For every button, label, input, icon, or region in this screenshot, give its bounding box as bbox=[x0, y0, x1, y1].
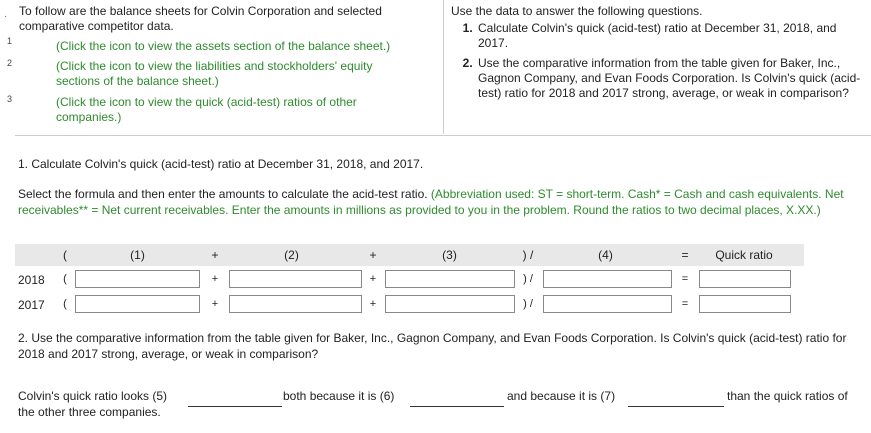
column-divider bbox=[443, 0, 444, 134]
section-divider bbox=[15, 135, 871, 136]
plus-sign: + bbox=[211, 248, 219, 262]
question-2: 2. Use the comparative information from the table given for Baker, Inc., Gagnon Company, and Evan Foods Corporation. Is Colvin's quick (acid-test) ratio for 2018 and 2017 strong, average, or weak in comparison? bbox=[476, 56, 861, 101]
answer-text-tail: than the quick ratios of bbox=[727, 389, 848, 403]
formula-select-4[interactable]: (4) bbox=[598, 248, 613, 262]
quick-ratio-2017[interactable] bbox=[699, 295, 791, 313]
link-number-2: 2 bbox=[7, 58, 13, 68]
amount-2017-2[interactable] bbox=[229, 295, 362, 313]
formula-select-3[interactable]: (3) bbox=[442, 248, 457, 262]
answer-select-6[interactable] bbox=[410, 390, 504, 407]
plus-sign: + bbox=[369, 248, 377, 262]
answer-select-7[interactable] bbox=[628, 390, 724, 407]
row-open-paren: ( bbox=[63, 298, 67, 310]
answer-text-7: and because it is (7) bbox=[507, 389, 616, 403]
close-divide: ) / bbox=[523, 298, 533, 310]
row-open-paren: ( bbox=[63, 273, 67, 285]
plus-sign: + bbox=[211, 273, 219, 285]
intro-text: To follow are the balance sheets for Colvin Corporation and selected comparative competitor data. bbox=[19, 4, 382, 33]
answer-text-5: Colvin's quick ratio looks (5) bbox=[18, 389, 168, 403]
amount-2017-4[interactable] bbox=[543, 295, 672, 313]
plus-sign: + bbox=[369, 298, 377, 310]
close-divide: ) / bbox=[522, 248, 534, 262]
open-paren: ( bbox=[63, 248, 67, 262]
amount-2018-2[interactable] bbox=[229, 270, 362, 288]
amount-2017-3[interactable] bbox=[385, 295, 515, 313]
link-number-3: 3 bbox=[7, 94, 13, 104]
amount-2018-1[interactable] bbox=[75, 270, 200, 288]
part2-title: 2. Use the comparative information from the table given for Baker, Inc., Gagnon Company, and Evan Foods Corporation. Is Colvin's quick (acid-test) ratio for 2018 and 2017 strong, average, or weak in comparison? bbox=[18, 331, 847, 361]
equals-sign: = bbox=[681, 273, 689, 285]
formula-select-1[interactable]: (1) bbox=[130, 248, 145, 262]
amount-2018-3[interactable] bbox=[385, 270, 515, 288]
formula-select-2[interactable]: (2) bbox=[284, 248, 299, 262]
equals-sign: = bbox=[681, 298, 689, 310]
amount-2017-1[interactable] bbox=[75, 295, 200, 313]
answer-select-5[interactable] bbox=[188, 390, 282, 407]
part1-instructions bbox=[18, 186, 863, 218]
quick-ratio-header: Quick ratio bbox=[715, 248, 773, 262]
year-2018-label: 2018 bbox=[18, 273, 45, 287]
ratios-link[interactable]: (Click the icon to view the quick (acid-test) ratios of other companies.) bbox=[56, 95, 357, 124]
answer-text-end: the other three companies. bbox=[18, 405, 161, 419]
equals-sign: = bbox=[681, 248, 689, 262]
assets-link[interactable]: (Click the icon to view the assets section of the balance sheet.) bbox=[56, 39, 391, 53]
question-1: 1. Calculate Colvin's quick (acid-test) ratio at December 31, 2018, and 2017. bbox=[476, 21, 861, 51]
bullet-icon: . bbox=[4, 9, 7, 20]
questions-intro: Use the data to answer the following questions. bbox=[451, 4, 703, 18]
plus-sign: + bbox=[369, 273, 377, 285]
answer-text-6: both because it is (6) bbox=[283, 389, 395, 403]
instruction-main: Select the formula and then enter the amounts to calculate the acid-test ratio. bbox=[18, 187, 428, 201]
liabilities-link[interactable]: (Click the icon to view the liabilities and stockholders' equity sections of the balance sheet.) bbox=[56, 59, 373, 88]
questions-panel bbox=[451, 4, 861, 101]
amount-2018-4[interactable] bbox=[543, 270, 672, 288]
quick-ratio-2018[interactable] bbox=[699, 270, 791, 288]
close-divide: ) / bbox=[523, 273, 533, 285]
year-2017-label: 2017 bbox=[18, 298, 45, 312]
plus-sign: + bbox=[211, 298, 219, 310]
instruction-note: (Abbreviation used: ST = short-term. Cash* = Cash and cash equivalents. Net receivables** = Net current receivables. Enter the amounts in millions as provided to you in the problem. Round the ratios to two decimal places, X.XX.) bbox=[18, 187, 844, 217]
part1-title: 1. Calculate Colvin's quick (acid-test) ratio at December 31, 2018, and 2017. bbox=[18, 157, 424, 171]
link-number-1: 1 bbox=[7, 36, 13, 46]
